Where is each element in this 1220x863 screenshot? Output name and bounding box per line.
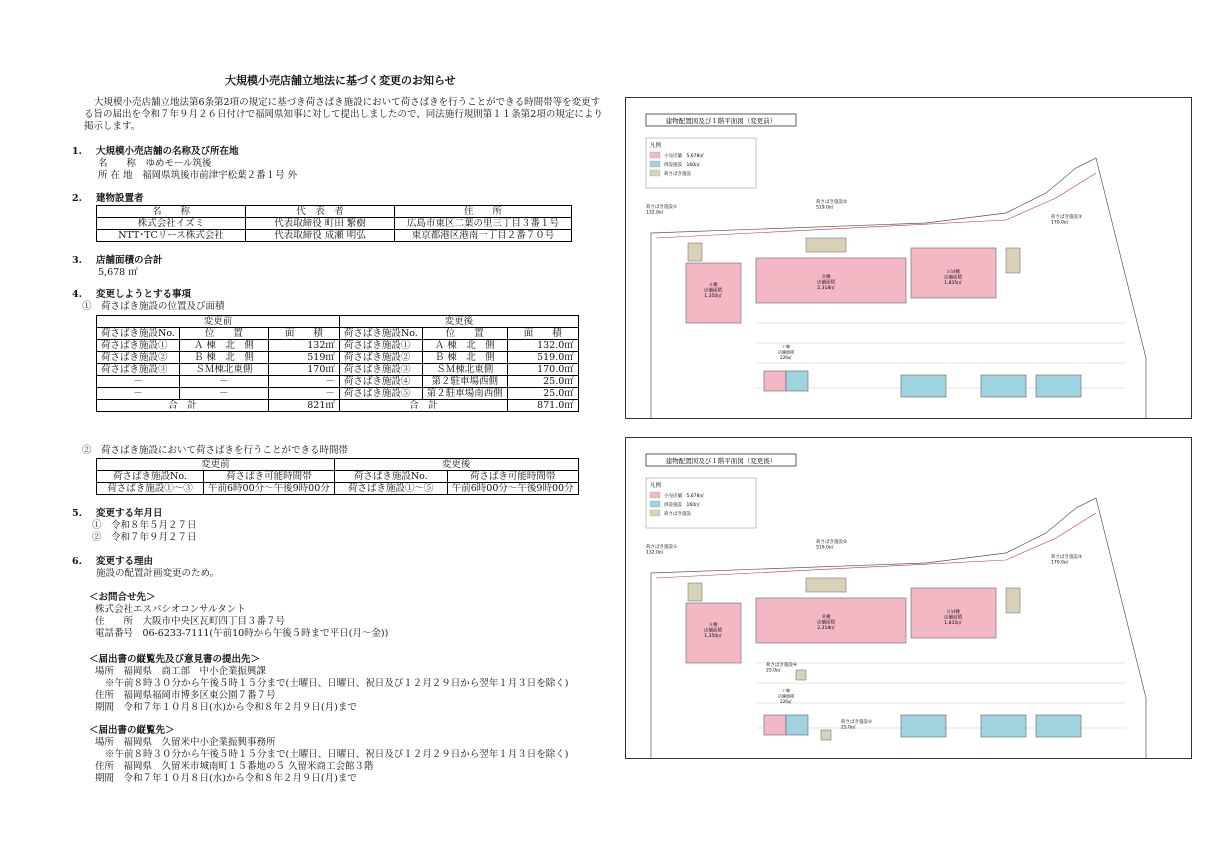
- svg-text:ＳＭ棟店舗面積1,835㎡: ＳＭ棟店舗面積 1,835㎡: [944, 270, 962, 286]
- building-c: [764, 371, 786, 391]
- owner-table: 名 称 代 表 者 住 所 株式会社イズミ 代表取締役 町田 繁樹 広島市東区二葉の里三丁目３番１号 NTT･TCリース株式会社 代表取締役 成瀬 明弘 東京都港区港南一丁目２番７０号: [96, 205, 572, 242]
- table-row: 荷さばき施設③ ＳＭ棟北東側 170㎡ 荷さばき施設③ ＳＭ棟北東側 170.0㎡: [97, 364, 579, 376]
- svg-text:Ｃ棟店舗面積226㎡: Ｃ棟店舗面積 226㎡: [778, 344, 794, 360]
- svg-text:凡例: 凡例: [650, 143, 662, 149]
- loading-time-table: 変更前 変更後 荷さばき施設No. 荷さばき可能時間帯 荷さばき施設No. 荷さばき可能時間帯 荷さばき施設①～③ 午前6時00分～午後9時00分 荷さばき施設①～⑤ 午前6時00分～午後9時00分: [96, 458, 579, 495]
- svg-text:荷さばき施設②519.0㎡: 荷さばき施設② 519.0㎡: [816, 540, 848, 551]
- svg-text:小売店舗 5,678㎡: 小売店舗 5,678㎡: [664, 494, 704, 499]
- section-4-sub2: ② 荷さばき施設において荷さばきを行うことができる時間帯: [82, 445, 349, 456]
- table-row: 荷さばき施設② Ｂ 棟 北 側 519㎡ 荷さばき施設② Ｂ 棟 北 側 519.0㎡: [97, 352, 579, 364]
- loading-4: [796, 670, 806, 680]
- loading-area-table: 変更前 変更後 荷さばき施設No. 位 置 面 積 荷さばき施設No. 位 置 面 積 荷さばき施設① Ａ 棟 北 側 132㎡ 荷さばき施設① Ａ 棟 北 側 132.0㎡ 荷さばき施設② Ｂ 棟 北 側 519㎡ 荷さばき施設② Ｂ 棟 北 側 519.0㎡ 荷さばき施設③ ＳＭ棟北東側 170㎡ 荷さばき施設③ ＳＭ棟北東側 170.0㎡ － － － 荷さばき施設④ 第２駐車場西側 25.0㎡ － － － 荷さばき施設⑤ 第２駐車場南西側 25.0㎡ 合 計 821㎡ 合 計 871.0㎡: [96, 315, 579, 412]
- section-5: 5. 変更する年月日 ① 令和８年５月２７日 ② 令和７年９月２７日: [72, 508, 197, 543]
- svg-text:荷さばき施設④25.0㎡: 荷さばき施設④ 25.0㎡: [766, 663, 798, 674]
- svg-text:小売店舗 5,678㎡: 小売店舗 5,678㎡: [664, 154, 704, 159]
- svg-text:Ｂ棟店舗面積2,318㎡: Ｂ棟店舗面積 2,318㎡: [817, 275, 835, 291]
- svg-text:凡例: 凡例: [650, 483, 662, 489]
- svg-text:併設施設 160㎡: 併設施設 160㎡: [664, 163, 700, 168]
- section-2: 2. 建物設置者: [72, 193, 144, 204]
- svg-text:荷さばき施設②519.0㎡: 荷さばき施設② 519.0㎡: [816, 200, 848, 211]
- svg-text:Ａ棟店舗面積1,350㎡: Ａ棟店舗面積 1,350㎡: [704, 623, 722, 639]
- section-3: 3. 店舗面積の合計 5,678 ㎡: [72, 255, 163, 278]
- view-block-2: ＜届出書の縦覧先＞ 場所 福岡県 久留米中小企業振興事務所 ※午前８時３０分から午後５時１５分まで(土曜日、日曜日、祝日及び１２月２９日から翌年１月３日を除く) 住所 福岡県 久留米市城南町１５番地の５ 久留米商工会館３階 期間 令和７年１０月８日(水)から令和８年２月９日(月)まで: [89, 725, 569, 784]
- svg-text:荷さばき施設①132.0㎡: 荷さばき施設① 132.0㎡: [646, 545, 678, 556]
- plan-before-title: 建物配置図及び１階平面図（変更前）: [665, 117, 777, 125]
- inquiry-block: ＜お問合せ先＞ 株式会社エスパシオコンサルタント 住 所 大阪市中央区瓦町四丁目３番７号 電話番号 06-6233-7111(午前10時から午後５時まで平日(月～金)): [89, 592, 389, 639]
- loading-5: [821, 730, 831, 740]
- svg-text:Ｃ棟店舗面積226㎡: Ｃ棟店舗面積 226㎡: [778, 688, 794, 704]
- site-plan-after: [625, 437, 1192, 759]
- svg-text:併設施設 160㎡: 併設施設 160㎡: [664, 503, 700, 508]
- svg-text:荷さばき施設③170.0㎡: 荷さばき施設③ 170.0㎡: [1051, 555, 1083, 566]
- svg-text:荷さばき施設⑤25.0㎡: 荷さばき施設⑤ 25.0㎡: [841, 720, 873, 731]
- svg-text:荷さばき施設①132.0㎡: 荷さばき施設① 132.0㎡: [646, 205, 678, 216]
- site-plan-before: [625, 97, 1192, 419]
- intro-text: 大規模小売店舗立地法第6条第2項の規定に基づき荷さばき施設において荷さばきを行うことができる時間帯等を変更する旨の届出を令和７年９月２６日付けで福岡県知事に対して提出しましたので、同法施行規則第１１条第2項の規定により掲示します。: [84, 97, 603, 132]
- svg-text:Ｂ棟店舗面積2,318㎡: Ｂ棟店舗面積 2,318㎡: [817, 615, 835, 631]
- page-title: 大規模小売店舗立地法に基づく変更のお知らせ: [225, 74, 456, 87]
- floor-area-value: 5,678 ㎡: [98, 267, 138, 278]
- section-6: 6. 変更する理由 施設の配置計画変更のため。: [72, 556, 220, 579]
- section-1: 1. 大規模小売店舗の名称及び所在地 名 称 ゆめモール筑後 所 在 地 福岡県筑後市前津宇松葉２番１号 外: [72, 146, 298, 181]
- svg-text:荷さばき施設: 荷さばき施設: [664, 512, 691, 517]
- svg-text:荷さばき施設: 荷さばき施設: [664, 172, 691, 177]
- svg-text:ＳＭ棟店舗面積1,835㎡: ＳＭ棟店舗面積 1,835㎡: [944, 610, 962, 626]
- svg-text:Ａ棟店舗面積1,350㎡: Ａ棟店舗面積 1,350㎡: [704, 283, 722, 299]
- plan-after-title: 建物配置図及び１階平面図（変更後）: [665, 457, 777, 465]
- view-block-1: ＜届出書の縦覧先及び意見書の提出先＞ 場所 福岡県 商工部 中小企業振興課 ※午前８時３０分から午後５時１５分まで(土曜日、日曜日、祝日及び１２月２９日から翌年１月３日を除く) 住所 福岡県福岡市博多区東公園７番７号 期間 令和７年１０月８日(水)から令和８年２月９日(月)まで: [89, 654, 569, 713]
- table-row: － － － 荷さばき施設④ 第２駐車場西側 25.0㎡: [97, 376, 579, 388]
- svg-text:荷さばき施設③170.0㎡: 荷さばき施設③ 170.0㎡: [1051, 215, 1083, 226]
- section-4: 4. 変更しようとする事項 ① 荷さばき施設の位置及び面積: [72, 289, 225, 312]
- table-row: － － － 荷さばき施設⑤ 第２駐車場南西側 25.0㎡: [97, 388, 579, 400]
- table-row: 荷さばき施設① Ａ 棟 北 側 132㎡ 荷さばき施設① Ａ 棟 北 側 132.0㎡: [97, 340, 579, 352]
